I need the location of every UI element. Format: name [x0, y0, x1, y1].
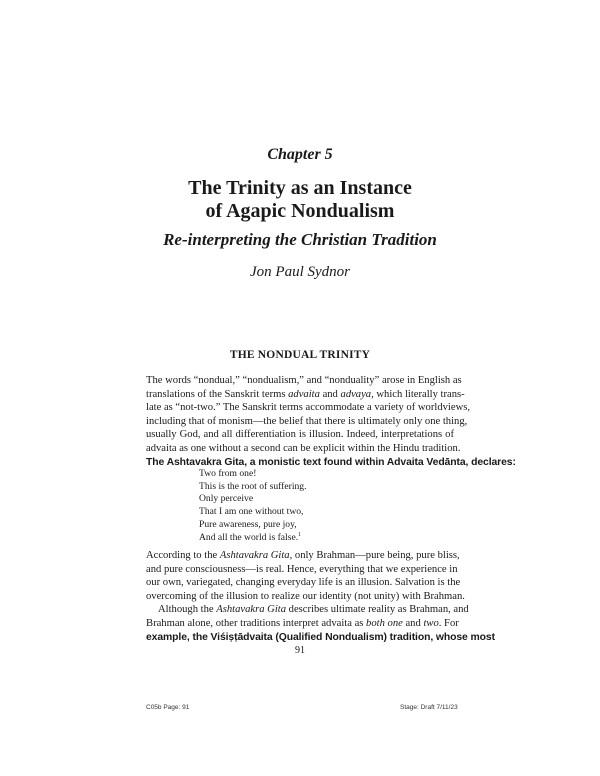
paragraph-1	[146, 374, 516, 469]
paragraph-line: advaita as one without a second can be explicit within the Hindu tradition.	[146, 442, 461, 454]
block-quote	[199, 468, 306, 544]
text-run: Although the	[158, 604, 214, 616]
author-name: Jon Paul Sydnor	[250, 264, 350, 280]
text-run: , only Brahman—pure being, pure bliss,	[289, 550, 460, 561]
italic-term: both one	[366, 617, 403, 629]
paragraph-line: overcoming of the illusion to realize our identity (not unity) with Brahman.	[146, 590, 465, 602]
paragraph-line: our own, variegated, changing everyday life is an illusion. Salvation is the	[146, 577, 461, 589]
page-number: 91	[295, 645, 305, 656]
text-run: and	[405, 617, 421, 629]
paragraph-line: including that of monism—the belief that there is ultimately only one thing,	[146, 415, 468, 427]
paragraph-line: and pure consciousness—is real. Hence, everything that we experience in	[146, 563, 458, 575]
chapter-title-line-2: of Agapic Nondualism	[205, 200, 395, 222]
text-run: . For	[438, 617, 459, 629]
quote-line: Only perceive	[199, 493, 254, 505]
text-run: Brahman alone, other traditions interpret advaita as	[146, 617, 364, 629]
quote-line: Pure awareness, pure joy,	[199, 518, 297, 530]
quote-line: Two from one!	[199, 468, 257, 479]
text-run: And all the world is false.	[199, 531, 299, 543]
italic-title: Ashtavakra Gita	[216, 604, 287, 616]
footnote-marker[interactable]: 1	[298, 531, 302, 538]
quote-line: This is the root of suffering.	[199, 480, 307, 492]
paragraph-line: example, the Viśiṣṭādvaita (Qualified Nondualism) tradition, whose most	[146, 631, 495, 643]
text-run: , which literally trans-	[371, 388, 465, 400]
paragraph-2	[146, 549, 495, 644]
footer-stage-info: Stage: Draft 7/11/23	[400, 704, 458, 711]
chapter-title-line-1: The Trinity as an Instance	[188, 177, 412, 199]
section-heading: THE NONDUAL TRINITY	[229, 349, 371, 361]
text-run: and	[322, 388, 338, 400]
chapter-label: Chapter 5	[267, 146, 333, 163]
paragraph-line	[146, 388, 465, 402]
chapter-title	[0, 177, 600, 223]
quote-line: That I am one without two,	[199, 506, 304, 518]
italic-title: Ashtavakra Gita	[219, 550, 290, 561]
italic-term: advaya	[340, 388, 372, 400]
paragraph-line	[146, 549, 460, 563]
chapter-subtitle: Re-interpreting the Christian Tradition	[163, 230, 437, 249]
paragraph-line: The words “nondual,” “nondualism,” and “nonduality” arose in English as	[146, 375, 462, 386]
paragraph-line: usually God, and all differentiation is illusion. Indeed, interpretations of	[146, 429, 454, 441]
text-run: describes ultimate reality as Brahman, and	[288, 604, 469, 616]
paragraph-line: late as “not-two.” The Sanskrit terms accommodate a variety of worldviews,	[146, 402, 470, 414]
paragraph-line	[146, 603, 469, 617]
paragraph-line	[146, 617, 459, 631]
text-run: According to the	[146, 550, 218, 561]
italic-term: two	[423, 617, 439, 629]
footer-page-info: C05b Page: 91	[146, 704, 190, 711]
paragraph-line: The Ashtavakra Gita, a monistic text found within Advaita Vedānta, declares:	[146, 456, 516, 468]
italic-term: advaita	[288, 388, 320, 400]
quote-line	[199, 532, 306, 545]
text-run: translations of the Sanskrit terms	[146, 388, 286, 400]
